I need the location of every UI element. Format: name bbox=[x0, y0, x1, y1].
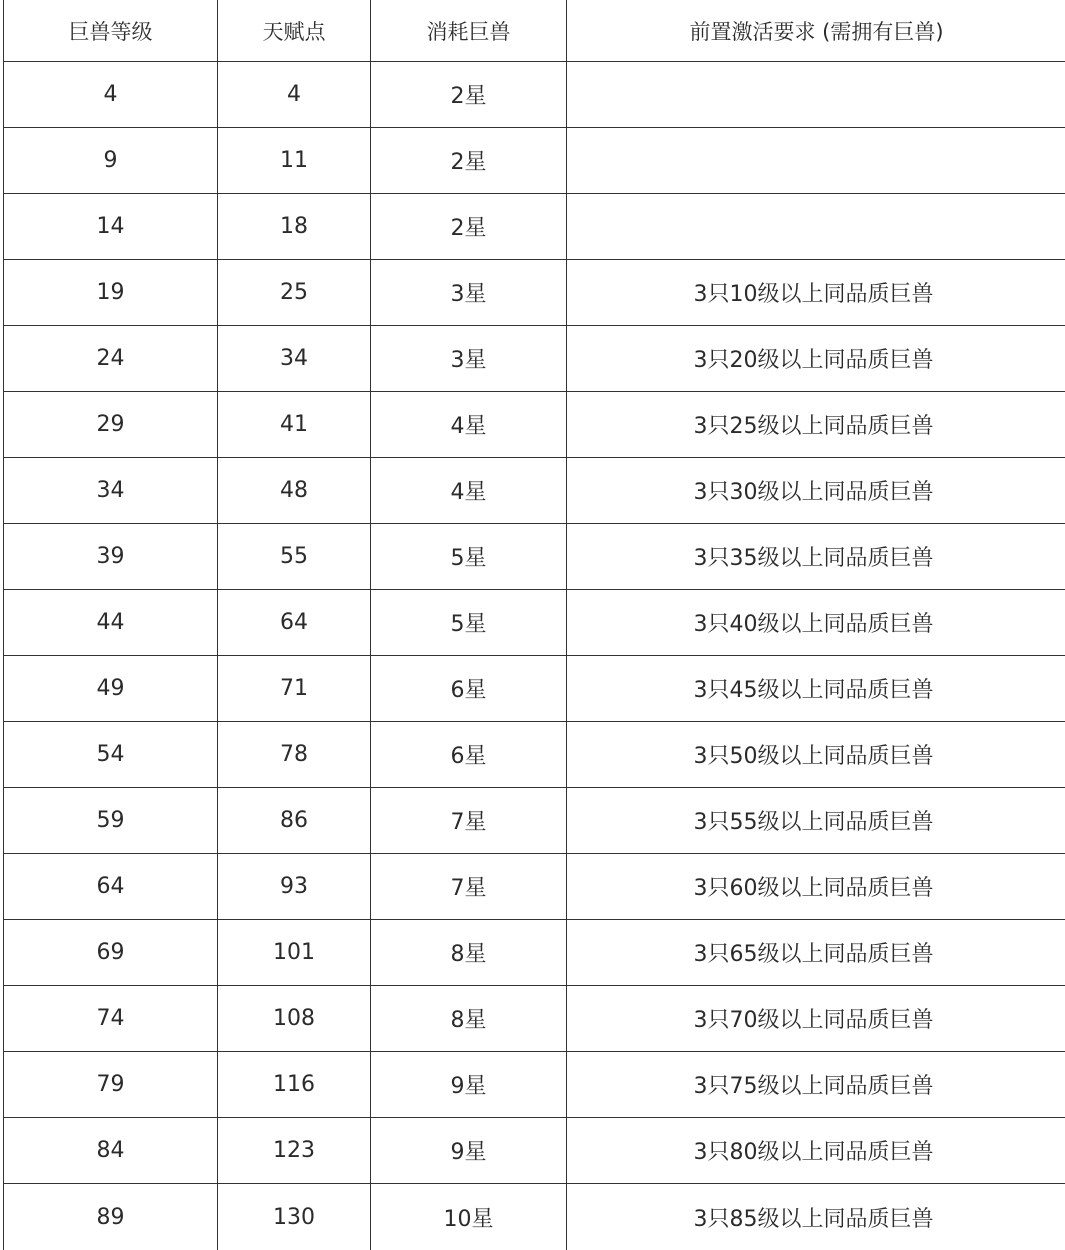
cell-beast-level-text: 69 bbox=[96, 940, 125, 965]
table-row bbox=[4, 1184, 1065, 1250]
cell-beast-level bbox=[4, 128, 218, 193]
cell-talent-points bbox=[218, 590, 371, 655]
cell-beast-level bbox=[4, 788, 218, 853]
table-row bbox=[4, 62, 1065, 128]
cell-consumed-beast bbox=[371, 194, 567, 259]
cell-consumed-beast-text: 8星 bbox=[450, 942, 487, 967]
table-row bbox=[4, 524, 1065, 590]
cell-talent-points bbox=[218, 194, 371, 259]
table-row bbox=[4, 1118, 1065, 1184]
cell-talent-points-text: 55 bbox=[280, 544, 308, 569]
cell-talent-points bbox=[218, 986, 371, 1051]
cell-talent-points-text: 71 bbox=[280, 676, 308, 701]
cell-talent-points bbox=[218, 392, 371, 457]
cell-beast-level-text: 89 bbox=[96, 1204, 125, 1230]
cell-beast-level bbox=[4, 1184, 218, 1250]
cell-consumed-beast-text: 5星 bbox=[450, 546, 487, 571]
cell-consumed-beast bbox=[371, 62, 567, 127]
cell-talent-points bbox=[218, 326, 371, 391]
cell-prerequisite bbox=[567, 722, 1065, 787]
cell-beast-level-text: 84 bbox=[96, 1138, 125, 1163]
cell-beast-level-text: 4 bbox=[103, 82, 118, 107]
cell-prerequisite bbox=[567, 392, 1065, 457]
cell-beast-level-text: 24 bbox=[96, 346, 125, 371]
cell-talent-points-text: 18 bbox=[280, 214, 308, 239]
table-row bbox=[4, 920, 1065, 986]
cell-consumed-beast-text: 9星 bbox=[450, 1074, 487, 1099]
cell-beast-level bbox=[4, 326, 218, 391]
table-row bbox=[4, 128, 1065, 194]
cell-talent-points-text: 93 bbox=[280, 874, 308, 899]
cell-beast-level-text: 9 bbox=[103, 148, 118, 173]
cell-talent-points bbox=[218, 854, 371, 919]
cell-beast-level-text: 29 bbox=[96, 412, 125, 437]
cell-consumed-beast-text: 4星 bbox=[450, 414, 487, 439]
table-row bbox=[4, 788, 1065, 854]
cell-beast-level bbox=[4, 1118, 218, 1183]
cell-beast-level-text: 49 bbox=[96, 676, 125, 701]
cell-prerequisite-text: 3只20级以上同品质巨兽 bbox=[693, 348, 934, 373]
cell-talent-points bbox=[218, 656, 371, 721]
cell-consumed-beast-text: 10星 bbox=[443, 1206, 494, 1232]
cell-consumed-beast bbox=[371, 392, 567, 457]
cell-prerequisite bbox=[567, 128, 1065, 193]
cell-talent-points bbox=[218, 62, 371, 127]
cell-beast-level-text: 39 bbox=[96, 544, 125, 569]
cell-beast-level bbox=[4, 458, 218, 523]
cell-prerequisite bbox=[567, 260, 1065, 325]
cell-consumed-beast bbox=[371, 920, 567, 985]
cell-prerequisite-text: 3只60级以上同品质巨兽 bbox=[693, 876, 934, 901]
cell-talent-points-text: 86 bbox=[280, 808, 308, 833]
cell-beast-level bbox=[4, 722, 218, 787]
cell-consumed-beast-text: 2星 bbox=[450, 84, 487, 109]
cell-talent-points-text: 41 bbox=[280, 412, 308, 437]
cell-consumed-beast bbox=[371, 128, 567, 193]
cell-consumed-beast bbox=[371, 854, 567, 919]
cell-prerequisite-text: 3只25级以上同品质巨兽 bbox=[693, 414, 934, 439]
cell-prerequisite-text: 3只75级以上同品质巨兽 bbox=[693, 1074, 934, 1099]
cell-consumed-beast bbox=[371, 326, 567, 391]
cell-beast-level-text: 34 bbox=[96, 478, 125, 503]
cell-talent-points-text: 48 bbox=[280, 478, 308, 503]
cell-consumed-beast-text: 3星 bbox=[450, 282, 487, 307]
cell-beast-level-text: 54 bbox=[96, 742, 125, 767]
cell-prerequisite bbox=[567, 590, 1065, 655]
cell-prerequisite bbox=[567, 1118, 1065, 1183]
cell-beast-level-text: 79 bbox=[96, 1072, 125, 1097]
cell-talent-points bbox=[218, 524, 371, 589]
cell-talent-points bbox=[218, 1184, 371, 1250]
cell-prerequisite bbox=[567, 194, 1065, 259]
header-consumed-beast: 消耗巨兽 bbox=[371, 0, 567, 61]
cell-prerequisite-text: 3只70级以上同品质巨兽 bbox=[693, 1008, 934, 1033]
cell-beast-level-text: 14 bbox=[96, 214, 125, 239]
table-row bbox=[4, 458, 1065, 524]
table-body bbox=[4, 62, 1065, 1250]
cell-prerequisite bbox=[567, 854, 1065, 919]
cell-beast-level bbox=[4, 920, 218, 985]
cell-prerequisite bbox=[567, 986, 1065, 1051]
cell-prerequisite-text: 3只10级以上同品质巨兽 bbox=[693, 282, 934, 307]
cell-prerequisite bbox=[567, 920, 1065, 985]
cell-consumed-beast bbox=[371, 524, 567, 589]
cell-talent-points-text: 25 bbox=[280, 280, 308, 305]
cell-prerequisite bbox=[567, 326, 1065, 391]
table-row bbox=[4, 194, 1065, 260]
cell-talent-points-text: 11 bbox=[280, 148, 308, 173]
cell-beast-level-text: 74 bbox=[96, 1006, 125, 1031]
cell-consumed-beast bbox=[371, 458, 567, 523]
cell-consumed-beast-text: 2星 bbox=[450, 216, 487, 241]
cell-prerequisite bbox=[567, 1052, 1065, 1117]
cell-prerequisite-text: 3只30级以上同品质巨兽 bbox=[693, 480, 934, 505]
cell-consumed-beast bbox=[371, 722, 567, 787]
cell-beast-level bbox=[4, 62, 218, 127]
cell-prerequisite bbox=[567, 788, 1065, 853]
cell-talent-points-text: 101 bbox=[273, 940, 315, 965]
cell-consumed-beast bbox=[371, 1118, 567, 1183]
cell-beast-level bbox=[4, 524, 218, 589]
table-row bbox=[4, 986, 1065, 1052]
cell-talent-points-text: 108 bbox=[273, 1006, 315, 1031]
cell-beast-level-text: 59 bbox=[96, 808, 125, 833]
cell-talent-points-text: 123 bbox=[273, 1138, 315, 1163]
cell-beast-level bbox=[4, 590, 218, 655]
cell-talent-points bbox=[218, 458, 371, 523]
cell-talent-points bbox=[218, 260, 371, 325]
cell-prerequisite-text: 3只55级以上同品质巨兽 bbox=[693, 810, 934, 835]
table-row bbox=[4, 656, 1065, 722]
cell-consumed-beast-text: 8星 bbox=[450, 1008, 487, 1033]
cell-beast-level bbox=[4, 854, 218, 919]
cell-prerequisite bbox=[567, 1184, 1065, 1250]
table-row bbox=[4, 1052, 1065, 1118]
cell-prerequisite-text: 3只65级以上同品质巨兽 bbox=[693, 942, 934, 967]
table-row bbox=[4, 260, 1065, 326]
cell-consumed-beast bbox=[371, 788, 567, 853]
beast-level-table bbox=[3, 0, 1065, 1250]
cell-prerequisite-text: 3只85级以上同品质巨兽 bbox=[693, 1206, 934, 1232]
cell-prerequisite-text: 3只80级以上同品质巨兽 bbox=[693, 1140, 934, 1165]
cell-talent-points-text: 116 bbox=[273, 1072, 315, 1097]
cell-beast-level-text: 64 bbox=[96, 874, 125, 899]
cell-talent-points bbox=[218, 1118, 371, 1183]
cell-prerequisite bbox=[567, 62, 1065, 127]
cell-talent-points bbox=[218, 128, 371, 193]
cell-consumed-beast bbox=[371, 986, 567, 1051]
cell-beast-level bbox=[4, 194, 218, 259]
cell-beast-level-text: 44 bbox=[96, 610, 125, 635]
table-header-row bbox=[4, 0, 1065, 62]
cell-talent-points-text: 78 bbox=[280, 742, 308, 767]
cell-consumed-beast-text: 6星 bbox=[450, 678, 487, 703]
cell-consumed-beast-text: 4星 bbox=[450, 480, 487, 505]
cell-talent-points bbox=[218, 920, 371, 985]
header-talent-points: 天赋点 bbox=[218, 0, 371, 61]
cell-consumed-beast-text: 2星 bbox=[450, 150, 487, 175]
cell-consumed-beast-text: 6星 bbox=[450, 744, 487, 769]
cell-consumed-beast-text: 9星 bbox=[450, 1140, 487, 1165]
cell-consumed-beast bbox=[371, 656, 567, 721]
header-prerequisite: 前置激活要求 (需拥有巨兽) bbox=[689, 19, 944, 44]
cell-talent-points-text: 34 bbox=[280, 346, 308, 371]
cell-consumed-beast bbox=[371, 1184, 567, 1250]
cell-talent-points bbox=[218, 722, 371, 787]
cell-prerequisite-text: 3只45级以上同品质巨兽 bbox=[693, 678, 934, 703]
cell-prerequisite bbox=[567, 458, 1065, 523]
cell-consumed-beast-text: 3星 bbox=[450, 348, 487, 373]
header-beast-level: 巨兽等级 bbox=[4, 0, 218, 61]
cell-prerequisite-text: 3只50级以上同品质巨兽 bbox=[693, 744, 934, 769]
cell-consumed-beast bbox=[371, 590, 567, 655]
cell-beast-level-text: 19 bbox=[96, 280, 125, 305]
table-row bbox=[4, 854, 1065, 920]
cell-beast-level bbox=[4, 986, 218, 1051]
cell-prerequisite-text: 3只35级以上同品质巨兽 bbox=[693, 546, 934, 571]
cell-talent-points bbox=[218, 1052, 371, 1117]
cell-consumed-beast bbox=[371, 1052, 567, 1117]
cell-consumed-beast-text: 7星 bbox=[450, 876, 487, 901]
cell-consumed-beast-text: 5星 bbox=[450, 612, 487, 637]
cell-talent-points-text: 130 bbox=[273, 1204, 315, 1230]
cell-consumed-beast bbox=[371, 260, 567, 325]
table-row bbox=[4, 590, 1065, 656]
table-row bbox=[4, 722, 1065, 788]
cell-beast-level bbox=[4, 1052, 218, 1117]
cell-beast-level bbox=[4, 656, 218, 721]
cell-talent-points-text: 64 bbox=[280, 610, 308, 635]
cell-talent-points bbox=[218, 788, 371, 853]
cell-beast-level bbox=[4, 260, 218, 325]
cell-prerequisite-text: 3只40级以上同品质巨兽 bbox=[693, 612, 934, 637]
table-row bbox=[4, 326, 1065, 392]
cell-beast-level bbox=[4, 392, 218, 457]
table-row bbox=[4, 392, 1065, 458]
cell-prerequisite bbox=[567, 656, 1065, 721]
cell-consumed-beast-text: 7星 bbox=[450, 810, 487, 835]
cell-prerequisite bbox=[567, 524, 1065, 589]
cell-talent-points-text: 4 bbox=[287, 82, 301, 107]
